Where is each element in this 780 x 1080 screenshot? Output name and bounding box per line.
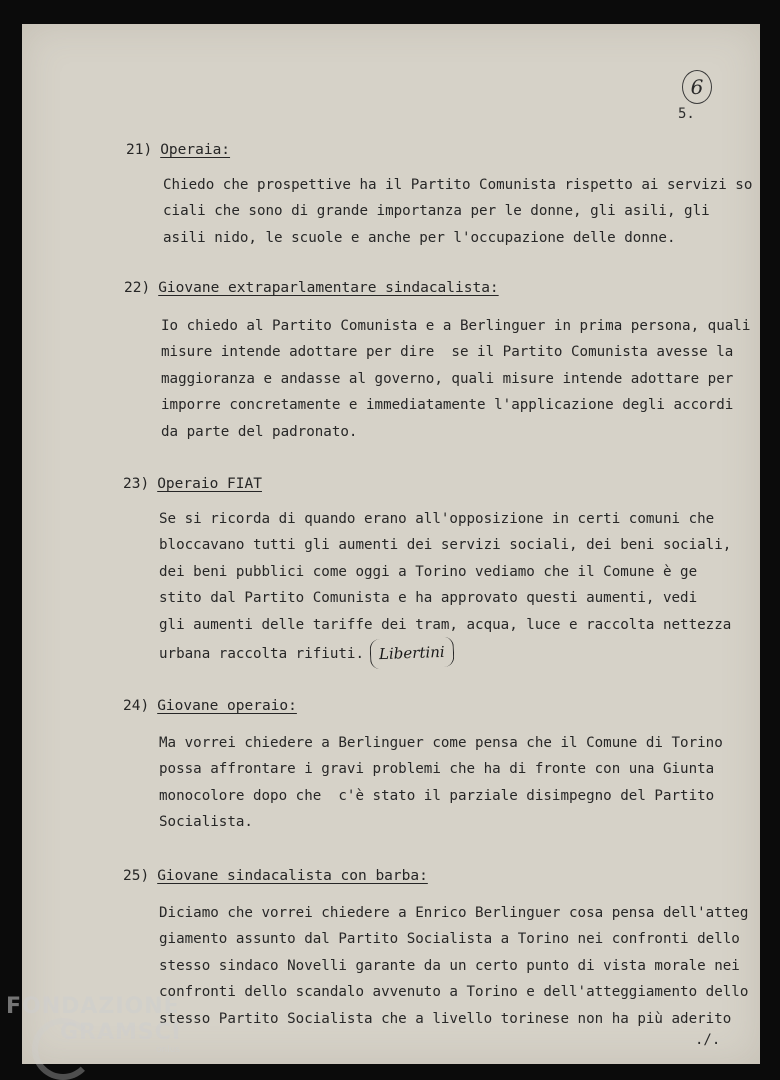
text-line: confronti dello scandalo avvenuto a Torino e dell'atteggiamento dello <box>159 984 749 1001</box>
continuation-mark: ./. <box>695 1032 721 1048</box>
section-number: 25) <box>123 868 150 884</box>
text-line: gli aumenti delle tariffe dei tram, acqua, luce e raccolta nettezza <box>159 616 732 633</box>
text-line: Ma vorrei chiedere a Berlinguer come pensa che il Comune di Torino <box>159 735 723 751</box>
section-24-heading <box>123 698 297 714</box>
section-21-text <box>163 172 752 251</box>
section-22-text <box>161 313 750 445</box>
section-24-text <box>159 730 723 836</box>
section-25-heading <box>123 868 428 884</box>
watermark-logo-icon <box>32 1018 94 1080</box>
section-number: 24) <box>123 698 150 714</box>
watermark-line-3: onlus <box>156 1045 181 1055</box>
text-line: stesso sindaco Novelli garante da un certo punto di vista morale nei <box>159 957 740 974</box>
speaker-role: Giovane sindacalista con barba: <box>157 868 428 884</box>
text-line: stito dal Partito Comunista e ha approvato questi aumenti, vedi <box>159 590 698 607</box>
text-line-content: urbana raccolta rifiuti. <box>159 646 364 663</box>
document-page <box>22 24 760 1064</box>
section-number: 23) <box>123 476 150 492</box>
page-number: 5. <box>678 106 695 122</box>
text-line: giamento assunto dal Partito Socialista a Torino nei confronti dello <box>159 931 740 948</box>
text-line: stesso Partito Socialista che a livello torinese non ha più aderito <box>159 1010 732 1027</box>
section-23-text <box>159 506 731 668</box>
text-line: dei beni pubblici come oggi a Torino vediamo che il Comune è ge <box>159 563 698 580</box>
text-line: imporre concretamente e immediatamente l'applicazione degli accordi <box>161 397 734 414</box>
text-line: possa affrontare i gravi problemi che ha di fronte con una Giunta <box>159 761 715 778</box>
speaker-role: Giovane extraparlamentare sindacalista: <box>158 280 499 296</box>
section-21-heading <box>126 142 230 158</box>
text-line: bloccavano tutti gli aumenti dei servizi sociali, dei beni sociali, <box>159 537 732 554</box>
section-22-heading <box>124 280 499 296</box>
speaker-role: Operaio FIAT <box>157 476 262 492</box>
section-number: 21) <box>126 142 153 158</box>
circled-page-number: 6 <box>682 70 712 104</box>
text-line: maggioranza e andasse al governo, quali misure intende adottare per <box>161 370 734 387</box>
text-line: ciali che sono di grande importanza per le donne, gli asili, gli <box>163 203 710 220</box>
watermark-line-2: GRAMSCI <box>60 1020 182 1045</box>
section-number: 22) <box>124 280 151 296</box>
section-23-heading <box>123 476 262 492</box>
speaker-role: Giovane operaio: <box>157 698 297 714</box>
text-line: Io chiedo al Partito Comunista e a Berlinguer in prima persona, quali <box>161 318 751 334</box>
text-line: da parte del padronato. <box>161 423 358 440</box>
text-line: asili nido, le scuole e anche per l'occupazione delle donne. <box>163 229 676 246</box>
text-line: Diciamo che vorrei chiedere a Enrico Berlinguer cosa pensa dell'atteg <box>159 905 749 921</box>
text-line: monocolore dopo che c'è stato il parziale disimpegno del Partito <box>159 787 715 804</box>
watermark-line-1: FONDAZIONE <box>6 994 180 1019</box>
text-line <box>159 638 731 668</box>
section-25-text <box>159 900 748 1032</box>
text-line: Se si ricorda di quando erano all'opposizione in certi comuni che <box>159 511 715 527</box>
text-line: Socialista. <box>159 814 253 831</box>
archive-watermark <box>6 996 181 1055</box>
speaker-role: Operaia: <box>160 142 231 158</box>
text-line: Chiedo che prospettive ha il Partito Comunista rispetto ai servizi so <box>163 177 753 193</box>
handwritten-note: Libertini <box>369 637 454 670</box>
text-line: misure intende adottare per dire se il Partito Comunista avesse la <box>161 344 734 361</box>
